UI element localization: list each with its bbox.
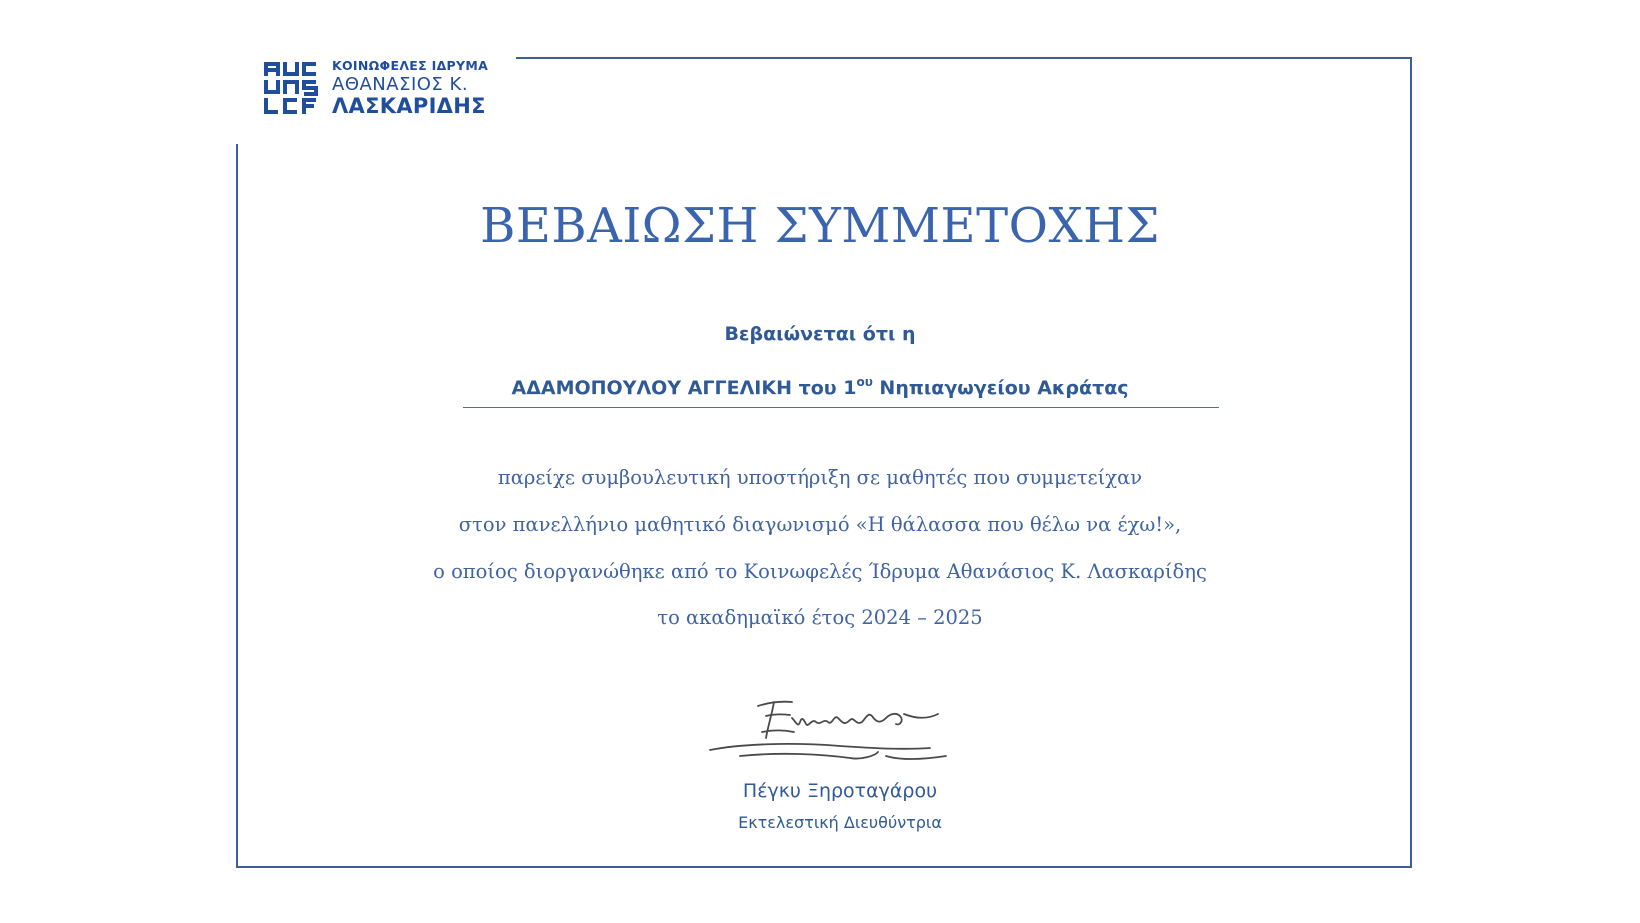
certificate-frame-top (516, 57, 1412, 59)
recipient-ordinal-suffix: ου (856, 375, 873, 389)
lcf-monogram-icon (264, 60, 320, 116)
certificate-frame-bottom (236, 866, 1412, 868)
body-text-line: το ακαδημαϊκό έτος 2024 – 2025 (657, 606, 983, 629)
body-text-line: στον πανελλήνιο μαθητικό διαγωνισμό «Η θάλασσα που θέλω να έχω!», (458, 513, 1182, 536)
body-text-line: ο οποίος διοργανώθηκε από το Κοινωφελές Ίδρυμα Αθανάσιος Κ. Λασκαρίδης (433, 560, 1207, 583)
signatory-role: Εκτελεστική Διευθύντρια (738, 813, 942, 832)
body-text-line: παρείχε συμβουλευτική υποστήριξη σε μαθητές που συμμετείχαν (497, 466, 1143, 489)
handwritten-signature (700, 692, 960, 766)
logo-line-first-name: ΑΘΑΝΑΣΙΟΣ Κ. (332, 74, 469, 95)
certificate-title: ΒΕΒΑΙΩΣΗ ΣΥΜΜΕΤΟΧΗΣ (480, 198, 1160, 254)
recipient-underline (463, 407, 1219, 408)
foundation-logo (264, 58, 496, 120)
signatory-name: Πέγκυ Ξηροταγάρου (742, 780, 938, 802)
logo-line-foundation: ΚΟΙΝΩΦΕΛΕΣ ΙΔΡΥΜΑ (332, 58, 489, 73)
recipient-school: Νηπιαγωγείου Ακράτας (872, 377, 1129, 399)
logo-line-surname: ΛΑΣΚΑΡΙΔΗΣ (332, 94, 486, 118)
recipient-line (0, 375, 1640, 399)
certificate-frame-right (1410, 57, 1412, 868)
recipient-name: ΑΔΑΜΟΠΟΥΛΟΥ ΑΓΓΕΛΙΚΗ του 1 (511, 377, 857, 399)
certificate-intro: Βεβαιώνεται ότι η (724, 323, 916, 345)
